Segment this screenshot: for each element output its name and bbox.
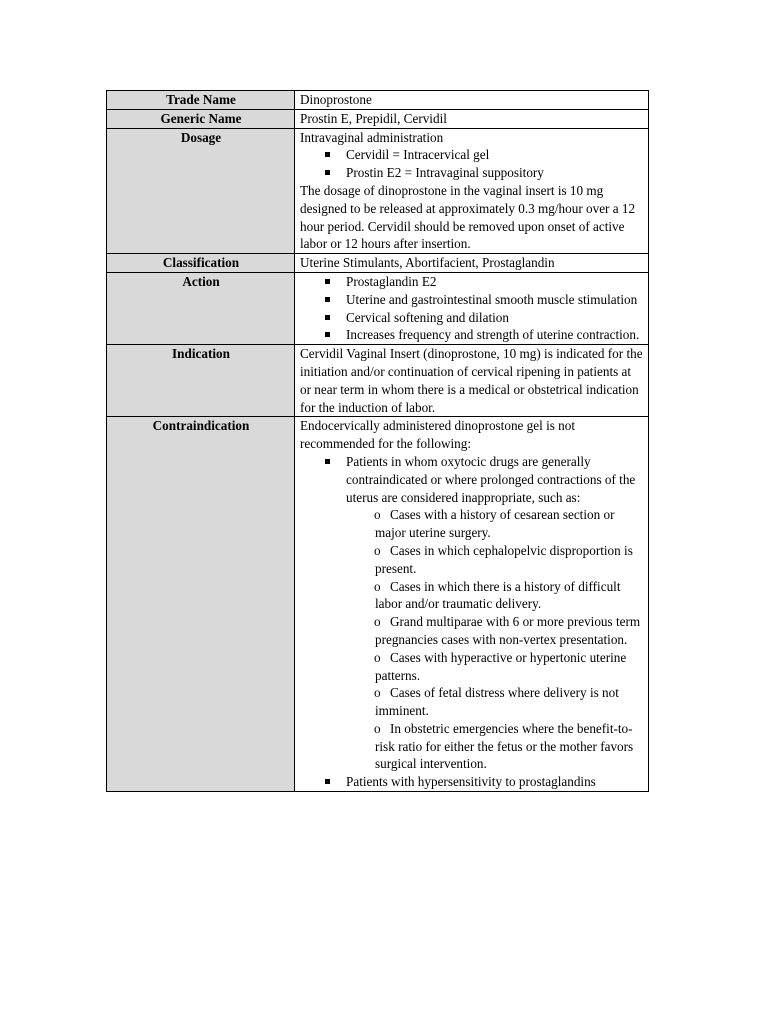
trade-name-value: Dinoprostone [295, 91, 649, 110]
list-item [300, 453, 644, 773]
table-row [107, 345, 649, 417]
circle-bullet-icon: o [374, 649, 381, 665]
contraindication-sublist [348, 506, 644, 773]
list-item: Cervical softening and dilation [300, 309, 644, 327]
sub-list-item: o Cases with a history of cesarean section or major uterine surgery. [374, 507, 615, 541]
generic-name-label: Generic Name [107, 109, 295, 128]
drug-info-table [106, 90, 649, 792]
generic-name-value: Prostin E, Prepidil, Cervidil [295, 109, 649, 128]
table-row [107, 254, 649, 273]
indication-value: Cervidil Vaginal Insert (dinoprostone, 10 mg) is indicated for the initiation and/or continuation of cervical ripening in patients at or near term in whom there is a medical or obstetrical indication for the induction of labor. [295, 345, 649, 417]
contraindication-value [295, 417, 649, 792]
dosage-list [300, 146, 644, 182]
table-row [107, 417, 649, 792]
sub-list-item: o Cases in which cephalopelvic disproportion is present. [374, 542, 633, 576]
contraindication-intro: Endocervically administered dinoprostone gel is not recommended for the following: [300, 418, 576, 452]
circle-bullet-icon: o [374, 614, 381, 630]
action-label: Action [107, 272, 295, 344]
table-row [107, 109, 649, 128]
sub-list-item: o Grand multiparae with 6 or more previous term pregnancies cases with non-vertex presentation. [374, 614, 641, 647]
indication-label: Indication [107, 345, 295, 417]
list-item: Prostin E2 = Intravaginal suppository [300, 164, 644, 182]
dosage-intro: Intravaginal administration [300, 129, 444, 145]
classification-label: Classification [107, 254, 295, 273]
circle-bullet-icon: o [374, 720, 381, 736]
dosage-label: Dosage [107, 128, 295, 254]
list-item-text: Patients in whom oxytocic drugs are generally contraindicated or where prolonged contractions of the uterus are considered inappropriate, such as: [346, 453, 636, 505]
action-list [300, 273, 644, 344]
action-value [295, 272, 649, 344]
list-item: Patients with hypersensitivity to prostaglandins [300, 773, 644, 791]
dosage-text: The dosage of dinoprostone in the vaginal insert is 10 mg designed to be released at approximately 0.3 mg/hour over a 12 hour period. Cervidil should be removed upon onset of active labor or 12 hours after insertion. [300, 182, 636, 252]
table-row [107, 91, 649, 110]
table-row [107, 272, 649, 344]
sub-list-item: o Cases in which there is a history of difficult labor and/or traumatic delivery. [374, 578, 621, 612]
classification-value: Uterine Stimulants, Abortifacient, Prostaglandin [295, 254, 649, 273]
dosage-value [295, 128, 649, 254]
list-item: Increases frequency and strength of uterine contraction. [300, 326, 644, 344]
circle-bullet-icon: o [374, 542, 381, 558]
trade-name-label: Trade Name [107, 91, 295, 110]
list-item: Uterine and gastrointestinal smooth muscle stimulation [300, 291, 644, 309]
contraindication-label: Contraindication [107, 417, 295, 792]
sub-list-item: o Cases of fetal distress where delivery is not imminent. [374, 685, 619, 719]
table-row [107, 128, 649, 254]
contraindication-list [300, 453, 644, 791]
circle-bullet-icon: o [374, 578, 381, 594]
circle-bullet-icon: o [374, 685, 381, 701]
circle-bullet-icon: o [374, 507, 381, 523]
list-item: Prostaglandin E2 [300, 273, 644, 291]
list-item: Cervidil = Intracervical gel [300, 146, 644, 164]
sub-list-item: o In obstetric emergencies where the benefit-to-risk ratio for either the fetus or the mother favors surgical intervention. [374, 720, 634, 772]
sub-list-item: o Cases with hyperactive or hypertonic uterine patterns. [374, 649, 627, 683]
